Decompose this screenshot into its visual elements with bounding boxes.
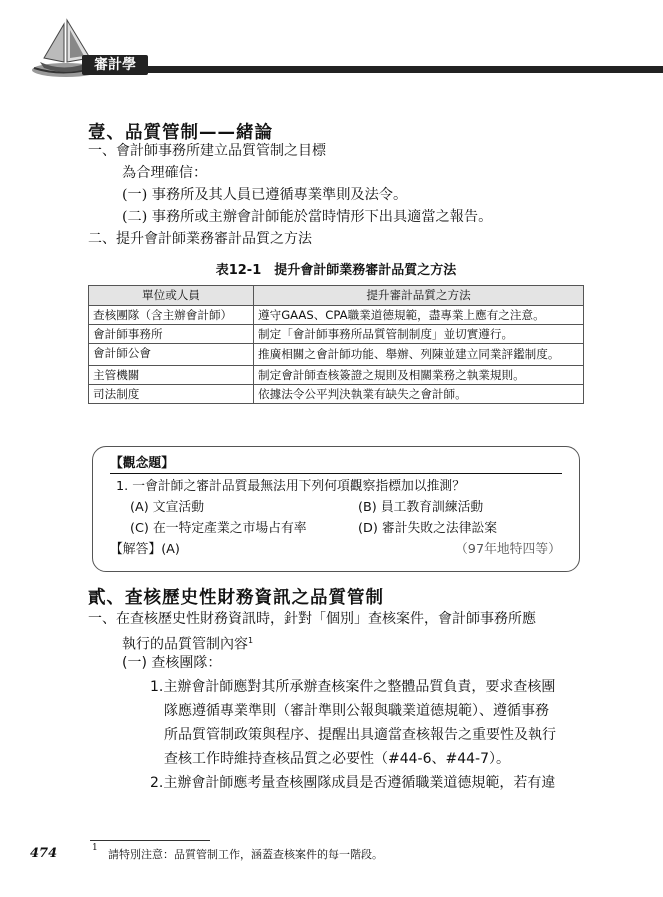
option-d: (D) 審計失敗之法律訟案 [358,521,498,536]
question-text: 1. 一會計師之審計品質最無法用下列何項觀察指標加以推測？ [116,479,465,494]
table-header-row [89,286,584,306]
table-cell: 查核團隊（含主辦會計師） [89,306,254,325]
heading: 一、會計師事務所建立品質管制之目標 [88,143,326,159]
sub-heading: (一) 查核團隊： [122,655,222,671]
table-cell: 依據法令公平判決執業有缺失之會計師。 [254,385,584,404]
table-cell: 制定「會計師事務所品質管制制度」並切實遵行。 [254,325,584,344]
list-item: (一) 事務所及其人員已遵循專業準則及法令。 [122,187,408,203]
paragraph: 所品質管制政策與程序、提醒出具適當查核報告之重要性及執行 [164,727,556,743]
paragraph: 2.主辦會計師應考量查核團隊成員是否遵循職業道德規範，若有違 [150,775,556,791]
box-title: 【觀念題】 [110,456,174,471]
section-title: 貳、查核歷史性財務資訊之品質管制 [88,588,384,608]
footnote-ref: 1 [248,636,254,645]
quality-methods-table [88,285,584,404]
table-row [89,385,584,404]
column-header: 單位或人員 [89,286,254,306]
table-cell: 司法制度 [89,385,254,404]
table-cell: 主管機關 [89,366,254,385]
header-rule [140,66,663,73]
table-row [89,344,584,366]
column-header: 提升審計品質之方法 [254,286,584,306]
table-row [89,366,584,385]
answer-text: 【解答】(A) [110,542,180,557]
section-title: 壹、品質管制——緒論 [88,123,273,143]
book-label: 審計學 [82,55,148,75]
source-note: （97年地特四等） [455,542,561,557]
footnote-rule [90,840,210,841]
divider [110,473,562,474]
table-cell: 制定會計師查核簽證之規則及相關業務之執業規則。 [254,366,584,385]
page-header [0,0,663,80]
paragraph: 為合理確信： [122,165,208,181]
page-number: 474 [30,846,58,861]
table-caption: 表12-1 提升會計師業務審計品質之方法 [215,263,457,278]
footnote-text: 請特別注意：品質管制工作，涵蓋查核案件的每一階段。 [108,848,383,861]
table-cell: 推廣相關之會計師功能、舉辦、列陳並建立同業評鑑制度。 [254,344,584,366]
table-cell: 會計師公會 [89,344,254,366]
table-cell: 會計師事務所 [89,325,254,344]
table-row [89,325,584,344]
option-c: (C) 在一特定產業之市場占有率 [130,521,307,536]
table-row [89,306,584,325]
list-item: (二) 事務所或主辦會計師能於當時情形下出具適當之報告。 [122,209,493,225]
option-b: (B) 員工教育訓練活動 [358,500,484,515]
heading: 一、在查核歷史性財務資訊時，針對「個別」查核案件，會計師事務所應 [88,611,536,627]
heading-text: 執行的品質管制內容 [122,636,248,653]
option-a: (A) 文宣活動 [130,500,204,515]
footnote-mark: 1 [92,843,98,853]
heading: 二、提升會計師業務審計品質之方法 [88,231,312,247]
paragraph: 查核工作時維持查核品質之必要性（#44-6、#44-7）。 [164,751,511,767]
table-cell: 遵守GAAS、CPA職業道德規範，盡專業上應有之注意。 [254,306,584,325]
heading [122,631,253,655]
paragraph: 1.主辦會計師應對其所承辦查核案件之整體品質負責，要求查核團 [150,679,556,695]
paragraph: 隊應遵循專業準則（審計準則公報與職業道德規範）、遵循事務 [164,703,549,719]
